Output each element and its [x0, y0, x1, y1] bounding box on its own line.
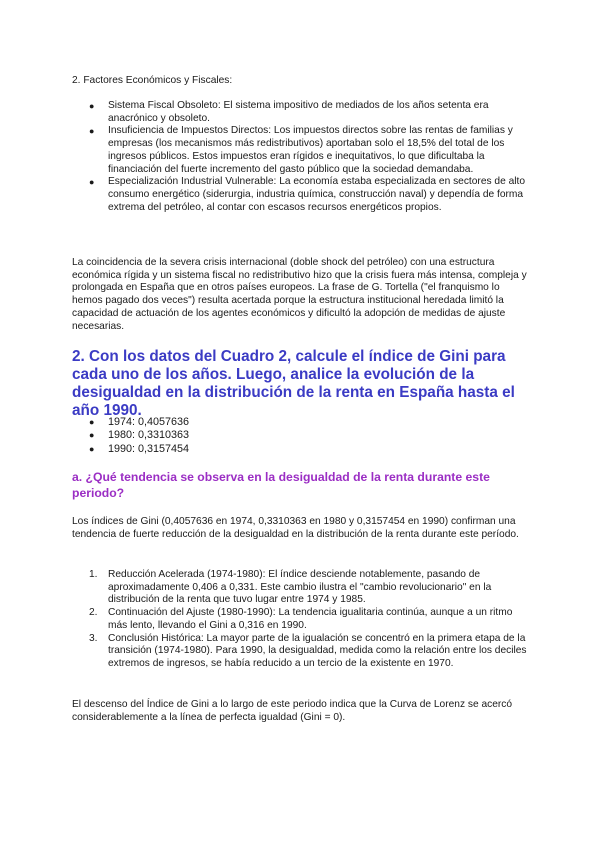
- bullet-icon: ●: [89, 126, 95, 137]
- bullet-icon: ●: [89, 443, 95, 454]
- list-item: ● Sistema Fiscal Obsoleto: El sistema impositivo de mediados de los años setenta era anacrónico y obsoleto.: [89, 100, 489, 124]
- gini-values-list: [89, 416, 408, 456]
- bullet-icon: ●: [89, 177, 95, 188]
- conclusion-paragraph: La coincidencia de la severa crisis internacional (doble shock del petróleo) con una estructura económica rígida y un sistema fiscal no redistributivo hizo que la crisis fuera más intensa, compleja y prolongada en España que en otros países europeos. La frase de G. Tortella ("el franquismo lo hemos pagado dos veces") resulta acertada porque la estructura institucional heredada limitó la capacidad de actuación de los agentes económicos y dificultó la adopción de medidas de ajuste necesarias.: [72, 257, 527, 332]
- final-paragraph: El descenso del Índice de Gini a lo largo de este periodo indica que la Curva de Lorenz se acercó considerablemente a la línea de perfecta igualdad (Gini = 0).: [72, 699, 513, 723]
- list-item: ● 1974: 0,4057636: [89, 416, 190, 428]
- question-heading: 2. Con los datos del Cuadro 2, calcule el índice de Gini para cada uno de los años. Luego, analice la evolución de la desigualdad en la distribución de la renta en España hasta el año 1990.: [72, 348, 515, 419]
- list-item: ● 1980: 0,3310363: [89, 429, 190, 442]
- subquestion-heading: a. ¿Qué tendencia se observa en la desigualdad de la renta durante este periodo?: [72, 470, 490, 500]
- list-item: 2. Continuación del Ajuste (1980-1990): La tendencia igualitaria continúa, aunque a un ritmo más lento, llevando el Gini a 0,316 en 1990.: [89, 607, 513, 631]
- bullet-icon: ●: [89, 101, 95, 111]
- list-item: ● Insuficiencia de Impuestos Directos: Los impuestos directos sobre las rentas de familias y empresas (los mecanismos más redistributivos) aportaban solo el 18,5% del total de los ingresos públicos. Estos impuestos eran rígidos e inequitativos, lo que dificultaba la financiación del fuerte incremento del gasto público que la sociedad demandaba.: [89, 125, 513, 175]
- list-item: ● Especialización Industrial Vulnerable: La economía estaba especializada en sectores de alto consumo energético (siderurgia, industria química, construcción naval) y dependía de forma extrema del petróleo, al contar con escasos recursos energéticos propios.: [89, 176, 526, 213]
- answer-intro: Los índices de Gini (0,4057636 en 1974, 0,3310363 en 1980 y 0,3157454 en 1990) confirman una tendencia de fuerte reducción de la desigualdad en la distribución de la renta durante este período.: [72, 516, 519, 540]
- list-item: ● 1990: 0,3157454: [89, 442, 190, 455]
- list-item: 3. Conclusión Histórica: La mayor parte de la igualación se concentró en la primera etapa de la transición (1974-1980). Para 1990, la desigualdad, medida como la relación entre los deciles extremos de ingresos, se había reducido a un tercio de la existente en 1970.: [89, 632, 527, 669]
- trend-points-list: [89, 569, 528, 671]
- section-heading: 2. Factores Económicos y Fiscales:: [72, 75, 233, 86]
- bullet-icon: ●: [89, 417, 95, 427]
- bullet-icon: ●: [89, 430, 95, 441]
- factors-list: [89, 100, 528, 214]
- list-item: 1. Reducción Acelerada (1974-1980): El índice desciende notablemente, pasando de aproximadamente 0,406 a 0,331. Este cambio ilustra el "cambio revolucionario" en la distribución de la renta que tuvo lugar entre 1974 y 1985.: [89, 569, 492, 606]
